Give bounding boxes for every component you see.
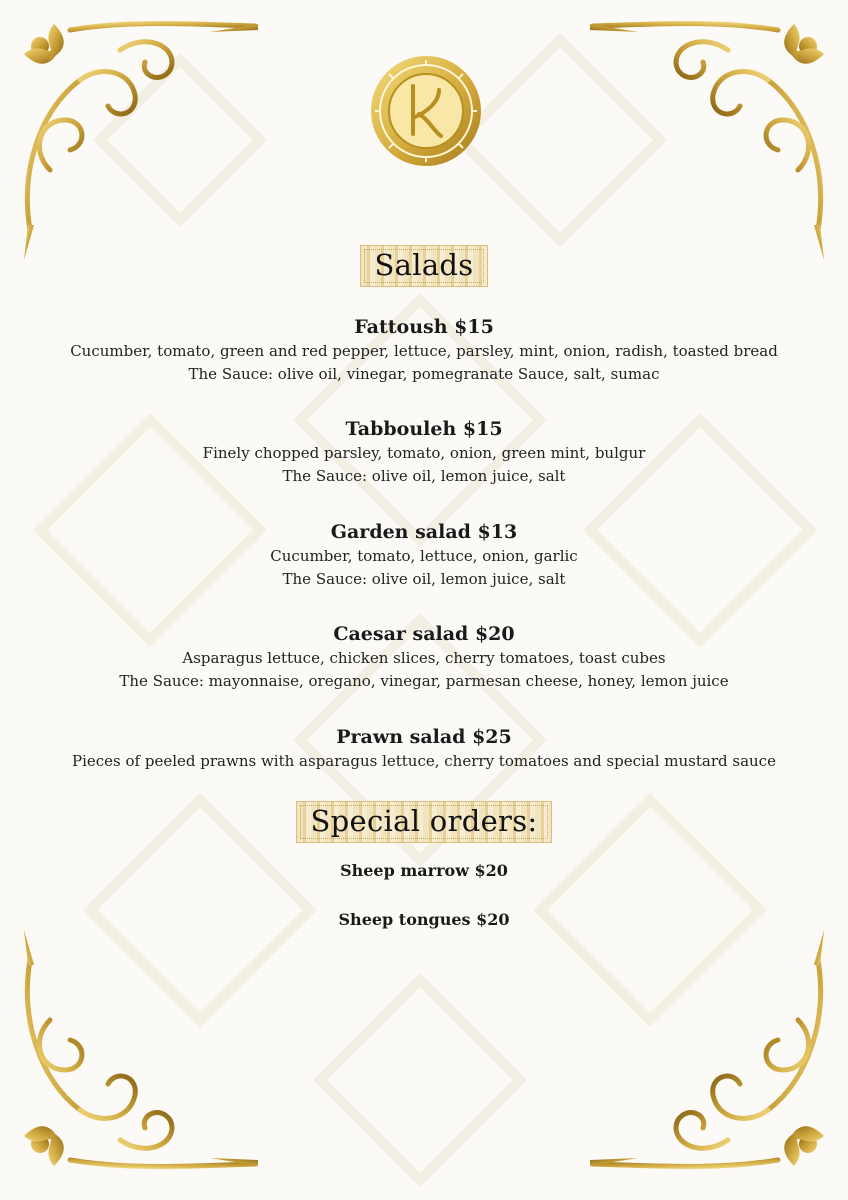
menu-item-tabbouleh [0, 416, 848, 488]
item-title: Garden salad $13 [330, 521, 518, 543]
menu-item-caesar-salad [0, 621, 848, 693]
item-ingredients: Cucumber, tomato, lettuce, onion, garlic [270, 547, 578, 565]
restaurant-logo [369, 54, 483, 168]
item-ingredients: Finely chopped parsley, tomato, onion, green mint, bulgur [202, 444, 646, 462]
corner-ornament-bottom-right [588, 930, 838, 1180]
item-sauce: The Sauce: mayonnaise, oregano, vinegar, parmesan cheese, honey, lemon juice [119, 672, 729, 690]
special-orders-title: Special orders: [310, 804, 538, 838]
item-title: Prawn salad $25 [336, 726, 512, 748]
item-ingredients: Asparagus lettuce, chicken slices, cherry tomatoes, toast cubes [182, 649, 666, 667]
item-title: Caesar salad $20 [333, 623, 515, 645]
salads-title: Salads [374, 248, 474, 282]
salads-header [0, 245, 848, 287]
menu-item-prawn-salad [0, 724, 848, 773]
item-sauce: The Sauce: olive oil, lemon juice, salt [282, 467, 566, 485]
item-title: Fattoush $15 [354, 316, 494, 338]
item-ingredients: Cucumber, tomato, green and red pepper, lettuce, parsley, mint, onion, radish, toasted bread [70, 342, 778, 360]
special-item-sheep-tongues: Sheep tongues $20 [338, 910, 510, 929]
salads-plaque [360, 245, 489, 287]
corner-ornament-top-left [10, 10, 260, 260]
item-ingredients: Pieces of peeled prawns with asparagus lettuce, cherry tomatoes and special mustard sauce [72, 752, 776, 770]
special-orders-header [0, 801, 848, 843]
menu-item-garden-salad [0, 519, 848, 591]
menu-item-fattoush [0, 314, 848, 386]
item-sauce: The Sauce: olive oil, vinegar, pomegranate Sauce, salt, sumac [188, 365, 660, 383]
item-title: Tabbouleh $15 [345, 418, 503, 440]
corner-ornament-top-right [588, 10, 838, 260]
corner-ornament-bottom-left [10, 930, 260, 1180]
item-sauce: The Sauce: olive oil, lemon juice, salt [282, 570, 566, 588]
special-item-sheep-marrow: Sheep marrow $20 [340, 861, 508, 880]
special-orders-plaque [296, 801, 553, 843]
